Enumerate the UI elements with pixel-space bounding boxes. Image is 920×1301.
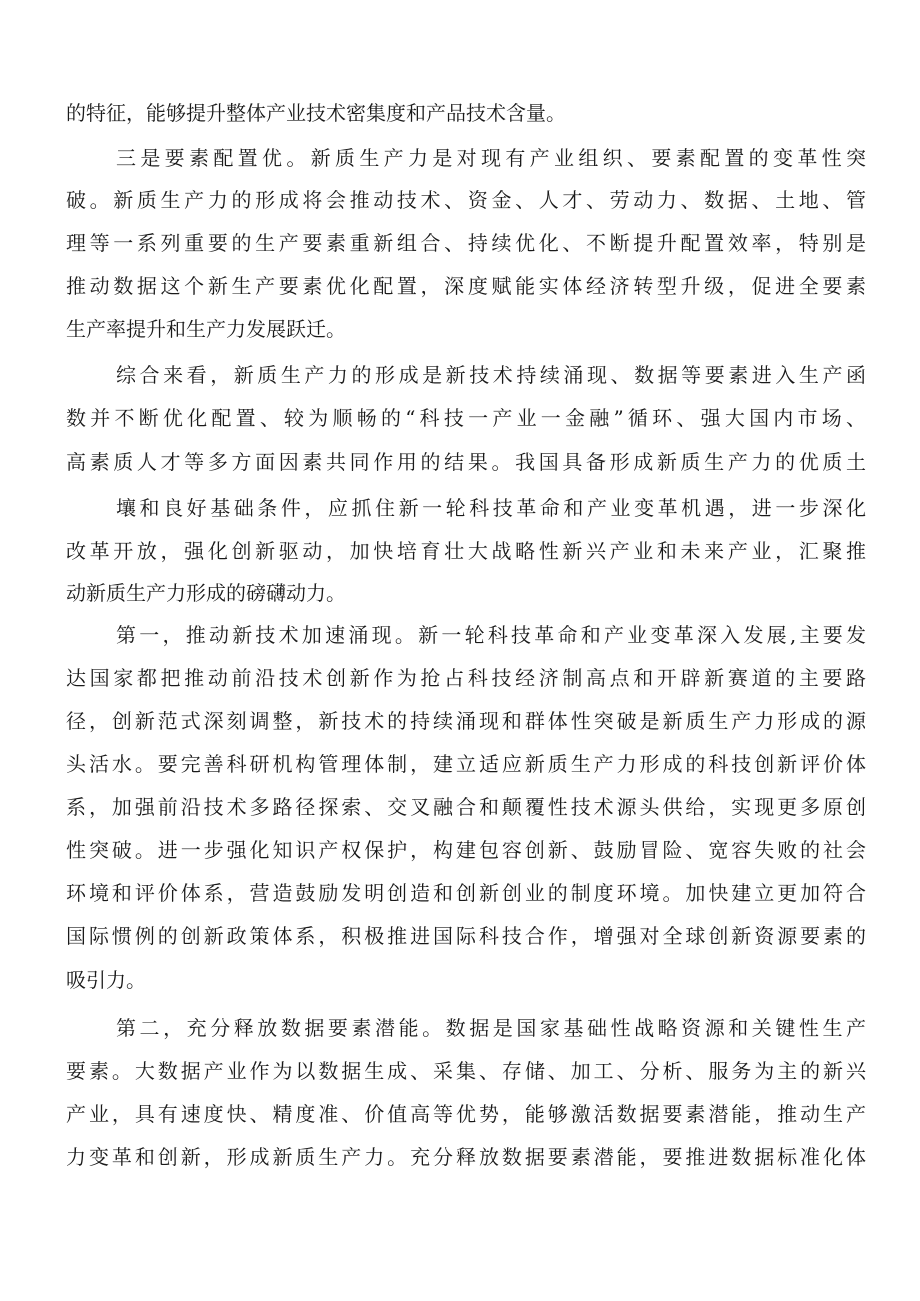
text-line: 的特征，能够提升整体产业技术密集度和产品技术含量。	[66, 101, 566, 125]
text-line: 国际惯例的创新政策体系，积极推进国际科技合作，增强对全球创新资源要素的	[66, 924, 866, 948]
text-line: 生产率提升和生产力发展跃迁。	[66, 317, 346, 341]
text-line: 改革开放，强化创新驱动，加快培育壮大战略性新兴产业和未来产业，汇聚推	[66, 539, 866, 563]
text-line: 达国家都把推动前沿技术创新作为抢占科技经济制高点和开辟新赛道的主要路	[66, 666, 866, 690]
text-line: 头活水。要完善科研机构管理体制，建立适应新质生产力形成的科技创新评价体	[66, 752, 866, 776]
paragraph-first-line: 第一，推动新技术加速涌现。新一轮科技革命和产业变革深入发展,主要发	[116, 623, 866, 647]
paragraph-first-line: 综合来看，新质生产力的形成是新技术持续涌现、数据等要素进入生产函	[116, 363, 866, 387]
text-line: 吸引力。	[66, 968, 146, 992]
paragraph-first-line: 第二，充分释放数据要素潜能。数据是国家基础性战略资源和关键性生产	[116, 1016, 866, 1040]
text-line: 性突破。进一步强化知识产权保护，构建包容创新、鼓励冒险、宽容失败的社会	[66, 838, 866, 862]
text-line: 高素质人才等多方面因素共同作用的结果。我国具备形成新质生产力的优质土	[66, 450, 866, 474]
text-line: 要素。大数据产业作为以数据生成、采集、存储、加工、分析、服务为主的新兴	[66, 1059, 866, 1083]
text-line: 力变革和创新，形成新质生产力。充分释放数据要素潜能，要推进数据标准化体	[66, 1145, 866, 1169]
text-line: 推动数据这个新生产要素优化配置，深度赋能实体经济转型升级，促进全要素	[66, 274, 866, 298]
text-line: 理等一系列重要的生产要素重新组合、持续优化、不断提升配置效率，特别是	[66, 231, 866, 255]
text-line: 动新质生产力形成的磅礴动力。	[66, 581, 346, 605]
text-line: 径，创新范式深刻调整，新技术的持续涌现和群体性突破是新质生产力形成的源	[66, 709, 866, 733]
text-line: 数并不断优化配置、较为顺畅的“科技一产业一金融”循环、强大国内市场、	[66, 406, 866, 430]
text-line: 壤和良好基础条件，应抓住新一轮科技革命和产业变革机遇，进一步深化	[116, 496, 866, 520]
text-line: 系，加强前沿技术多路径探索、交叉融合和颠覆性技术源头供给，实现更多原创	[66, 795, 866, 819]
text-line: 环境和评价体系，营造鼓励发明创造和创新创业的制度环境。加快建立更加符合	[66, 881, 866, 905]
paragraph-first-line: 三是要素配置优。新质生产力是对现有产业组织、要素配置的变革性突	[116, 146, 866, 170]
text-line: 产业，具有速度快、精度准、价值高等优势，能够激活数据要素潜能，推动生产	[66, 1102, 866, 1126]
text-line: 破。新质生产力的形成将会推动技术、资金、人才、劳动力、数据、土地、管	[66, 188, 866, 212]
